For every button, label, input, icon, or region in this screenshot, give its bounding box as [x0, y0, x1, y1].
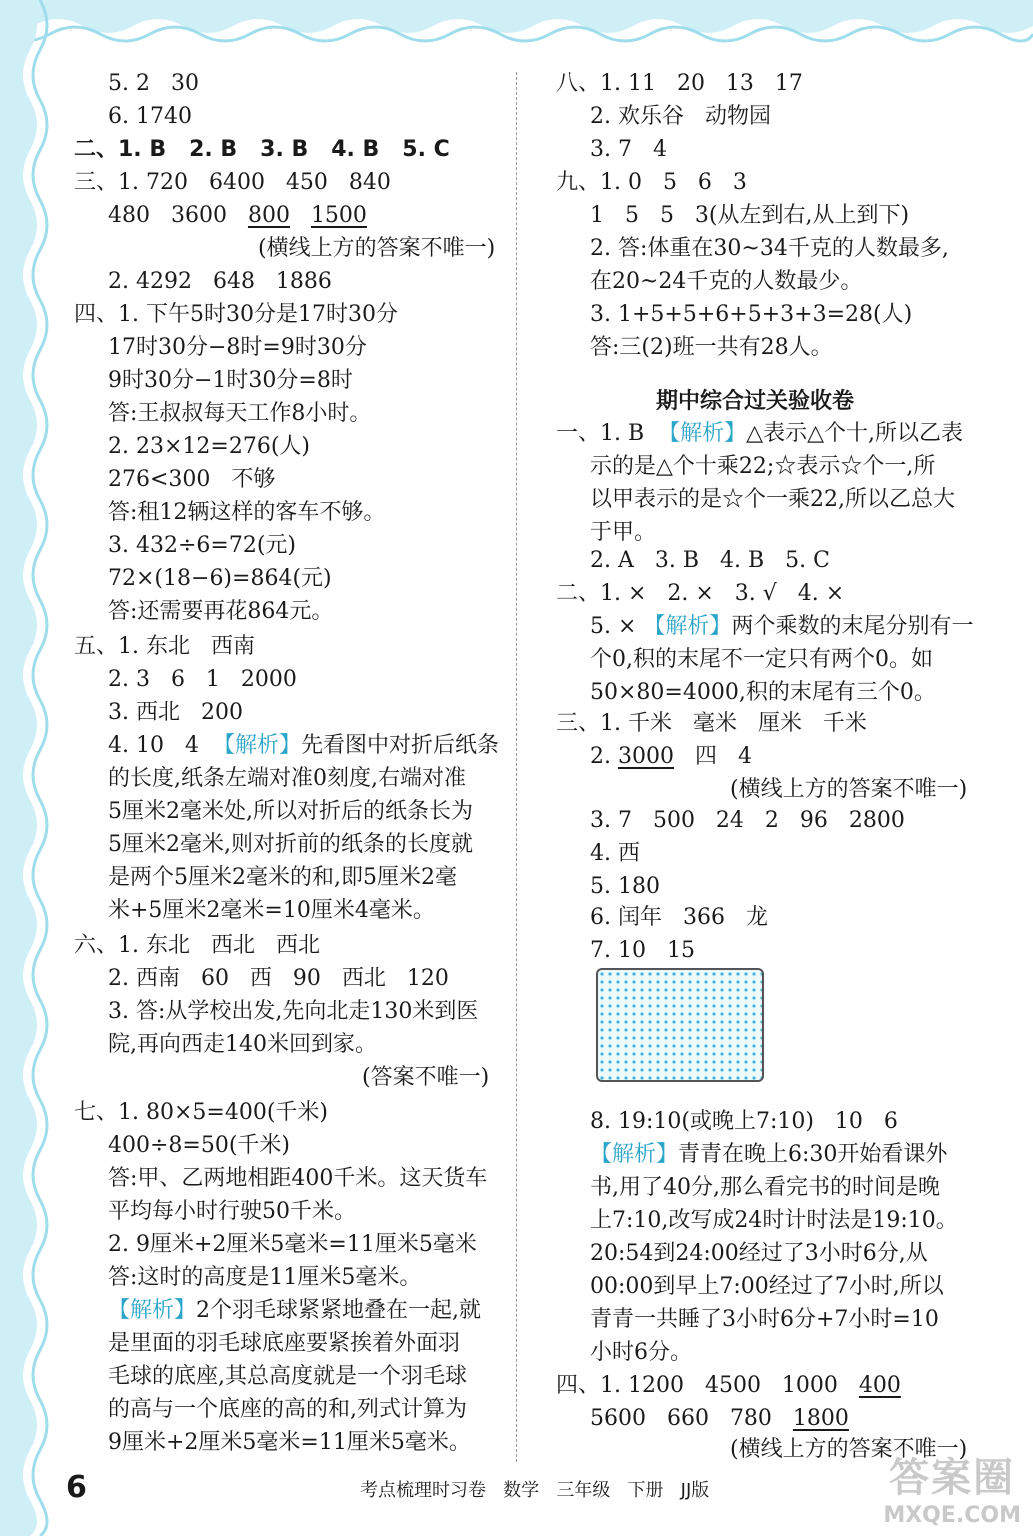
answer-line: 个0,积的末尾不一定只有两个0。如	[590, 647, 933, 672]
answer-line	[556, 1372, 901, 1400]
answer-line: 400÷8=50(千米)	[108, 1133, 291, 1158]
answer-line: 9厘米+2厘米5毫米=11厘米5毫米。	[108, 1430, 471, 1455]
answer-line: 八、1. 11 20 13 17	[556, 71, 803, 96]
answer-line: 是里面的羽毛球底座要紧挨着外面羽	[108, 1331, 461, 1356]
answer-line: 五、1. 东北 西南	[74, 634, 255, 659]
answer-line: 小时6分。	[590, 1340, 692, 1365]
answer-line: 三、1. 720 6400 450 840	[74, 170, 391, 195]
top-wave-border	[0, 0, 1033, 60]
answer-line: 9时30分−1时30分=8时	[108, 368, 353, 393]
answer-spacer	[290, 203, 311, 228]
answer-line: 2. A 3. B 4. B 5. C	[590, 548, 830, 573]
answer-line: 7. 10 15	[590, 938, 695, 963]
underlined-answer: 3000	[617, 744, 674, 769]
analysis-tag: 【解析】	[643, 614, 732, 639]
answer-line: 5. 2 30	[108, 71, 199, 96]
answer-line: 1 5 5 3(从左到右,从上到下)	[590, 203, 910, 228]
answer-line	[108, 1297, 481, 1325]
underlined-answer: 1500	[310, 203, 367, 228]
answer-text: 4. 10 4	[108, 733, 213, 758]
answer-line: 的高与一个底座的高的和,列式计算为	[108, 1397, 467, 1422]
note-line: (答案不唯一)	[362, 1065, 490, 1090]
answer-line	[590, 613, 973, 641]
answer-line: 答:租12辆这样的客车不够。	[108, 500, 386, 525]
answer-line: 二、1. B 2. B 3. B 4. B 5. C	[74, 137, 450, 162]
answer-text: 先看图中对折后纸条	[300, 733, 499, 758]
answer-text: 5. ×	[590, 614, 644, 639]
underlined-answer: 1800	[792, 1406, 849, 1431]
answer-line: 三、1. 千米 毫米 厘米 千米	[556, 711, 867, 736]
analysis-tag: 【解析】	[212, 733, 301, 758]
answer-line: 2. 4292 648 1886	[108, 269, 332, 294]
answer-line: 四、1. 下午5时30分是17时30分	[74, 302, 398, 327]
answer-line: 17时30分−8时=9时30分	[108, 335, 367, 360]
answer-line: 5厘米2毫米处,所以对折后的纸条长为	[108, 799, 473, 824]
answer-line: 276<300 不够	[108, 467, 276, 492]
answer-text: 480 3600	[108, 203, 248, 228]
answer-line: 6. 1740	[108, 104, 192, 129]
underlined-answer: 800	[247, 203, 290, 228]
answer-line: 3. 7 4	[590, 137, 667, 162]
answer-line: 青青一共睡了3小时6分+7小时=10	[590, 1307, 939, 1332]
answer-line: 答:王叔叔每天工作8小时。	[108, 401, 372, 426]
answer-line: 4. 西	[590, 841, 640, 866]
answer-line: 毛球的底座,其总高度就是一个羽毛球	[108, 1364, 467, 1389]
answer-line: 2. 23×12=276(人)	[108, 434, 310, 459]
answer-line: 72×(18−6)=864(元)	[108, 566, 332, 591]
answer-line: 2. 欢乐谷 动物园	[590, 104, 771, 129]
watermark-logo-text: 答案圈	[889, 1455, 1016, 1501]
answer-text: △表示△个十,所以乙表	[746, 421, 963, 446]
underlined-answer: 400	[858, 1373, 901, 1398]
answer-line: 8. 19:10(或晚上7:10) 10 6	[590, 1109, 898, 1134]
answer-line: 5. 180	[590, 874, 660, 899]
answer-line	[590, 1405, 849, 1433]
page-number: 6	[66, 1470, 87, 1505]
answer-line: 答:这时的高度是11厘米5毫米。	[108, 1265, 422, 1290]
answer-line: 2. 3 6 1 2000	[108, 667, 297, 692]
answer-line	[108, 732, 499, 760]
analysis-tag: 【解析】	[590, 1142, 679, 1167]
answer-line: 的长度,纸条左端对准0刻度,右端对准	[108, 766, 466, 791]
answer-line: 书,用了40分,那么看完书的时间是晚	[590, 1175, 940, 1200]
answer-line: 5厘米2毫米,则对折前的纸条的长度就	[108, 832, 473, 857]
answer-line	[556, 420, 963, 448]
watermark	[883, 1446, 1021, 1528]
answer-line: 3. 7 500 24 2 96 2800	[590, 808, 905, 833]
answer-line: 示的是△个十乘22;☆表示☆个一,所	[590, 454, 936, 479]
left-wave-border	[0, 0, 64, 1536]
answer-line	[108, 202, 367, 230]
answer-line: 20:54到24:00经过了3小时6分,从	[590, 1241, 928, 1266]
answer-line: 3. 西北 200	[108, 700, 243, 725]
answer-line: 院,再向西走140米回到家。	[108, 1032, 377, 1057]
answer-text: 一、1. B	[556, 421, 659, 446]
answer-line: 3. 432÷6=72(元)	[108, 533, 296, 558]
answer-text: 四、1. 1200 4500 1000	[556, 1373, 859, 1398]
answer-text: 2.	[590, 744, 618, 769]
answer-line: 3. 答:从学校出发,先向北走130米到医	[108, 999, 479, 1024]
answer-text: 两个乘数的末尾分别有一	[731, 614, 974, 639]
answer-line: 于甲。	[590, 520, 657, 545]
answer-line: 以甲表示的是☆个一乘22,所以乙总大	[590, 487, 955, 512]
answer-line: 答:还需要再花864元。	[108, 599, 334, 624]
answer-line: 九、1. 0 5 6 3	[556, 170, 747, 195]
answer-line	[590, 743, 752, 771]
note-line: (横线上方的答案不唯一)	[730, 777, 968, 802]
answer-line: 50×80=4000,积的末尾有三个0。	[590, 680, 936, 705]
answer-line: 2. 西南 60 西 90 西北 120	[108, 966, 449, 991]
section-title: 期中综合过关验收卷	[656, 389, 855, 414]
answer-line: 米+5厘米2毫米=10厘米4毫米。	[108, 898, 435, 923]
answer-line: 六、1. 东北 西北 西北	[74, 933, 320, 958]
answer-line	[590, 1141, 947, 1169]
answer-line: 2. 答:体重在30~34千克的人数最多,	[590, 236, 949, 261]
watermark-url: MXQE.COM	[883, 1503, 1021, 1528]
answer-line: 二、1. × 2. × 3. √ 4. ×	[556, 581, 845, 606]
answer-line: 是两个5厘米2毫米的和,即5厘米2毫	[108, 865, 457, 890]
analysis-tag: 【解析】	[658, 421, 747, 446]
note-line: (横线上方的答案不唯一)	[730, 1437, 968, 1462]
answer-line: 平均每小时行驶50千米。	[108, 1199, 356, 1224]
analysis-tag: 【解析】	[108, 1298, 197, 1323]
answer-line: 3. 1+5+5+6+5+3+3=28(人)	[590, 302, 913, 327]
answer-line: 答:甲、乙两地相距400千米。这天货车	[108, 1166, 488, 1191]
answer-text: 5600 660 780	[590, 1406, 793, 1431]
answer-line: 答:三(2)班一共有28人。	[590, 335, 833, 360]
answer-line: 2. 9厘米+2厘米5毫米=11厘米5毫米	[108, 1232, 477, 1257]
answer-line: 上7:10,改写成24时计时法是19:10。	[590, 1208, 958, 1233]
answer-text: 2个羽毛球紧紧地叠在一起,就	[196, 1298, 482, 1323]
answer-line: 00:00到早上7:00经过了7小时,所以	[590, 1274, 944, 1299]
answer-line: 6. 闰年 366 龙	[590, 905, 768, 930]
answer-line: 七、1. 80×5=400(千米)	[74, 1100, 328, 1125]
column-divider	[516, 72, 517, 1462]
answer-text: 四 4	[673, 744, 752, 769]
footer-text: 考点梳理时习卷 数学 三年级 下册 JJ版	[360, 1480, 710, 1501]
answer-line: 在20~24千克的人数最少。	[590, 269, 863, 294]
note-line: (横线上方的答案不唯一)	[258, 236, 496, 261]
answer-text: 青青在晚上6:30开始看课外	[678, 1142, 948, 1167]
dot-grid-figure	[596, 968, 764, 1082]
